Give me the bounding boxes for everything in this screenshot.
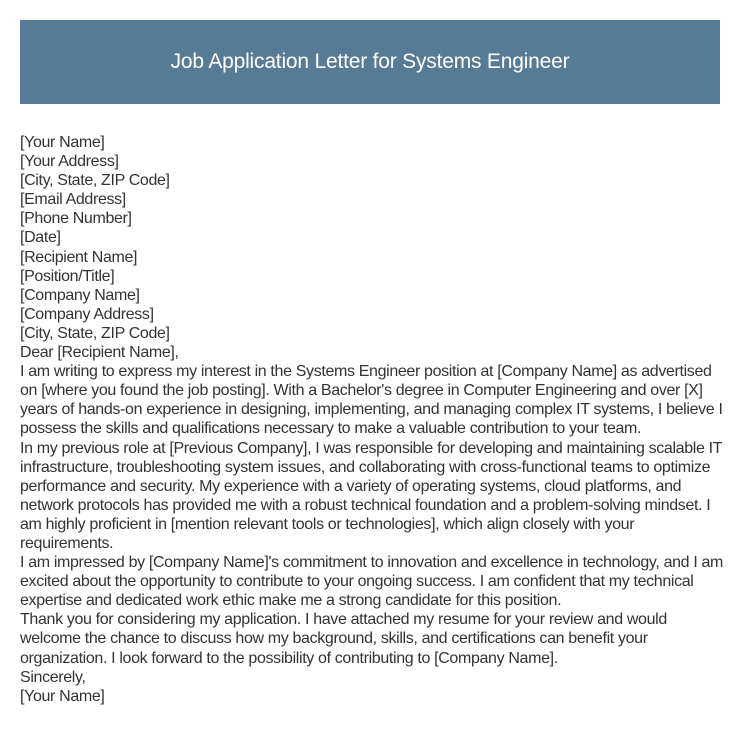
- sender-name: [Your Name]: [20, 134, 105, 151]
- recipient-city-state-zip: [City, State, ZIP Code]: [20, 324, 170, 342]
- recipient-company: [Company Name]: [20, 286, 140, 304]
- sender-phone: [Phone Number]: [20, 210, 132, 228]
- letter-date: [Date]: [20, 229, 61, 247]
- paragraph-closing: Thank you for considering my application. I have attached my resume for your review and would welcome the chance to discuss how my background, skills, and certifications can benefit your organization. I look forward to the possibility of contributing to [Company Name].: [20, 611, 667, 667]
- paragraph-intro: I am writing to express my interest in the Systems Engineer position at [Company Name] as advertised on [where you found the job posting]. With a Bachelor's degree in Computer Engineering and over [X] years of hands-on experience in designing, implementing, and managing complex IT systems, I believe I possess the skills and qualifications necessary to make a valuable contribution to your team.: [20, 363, 723, 438]
- page-title: Job Application Letter for Systems Engineer: [170, 50, 570, 73]
- recipient-name: [Recipient Name]: [20, 248, 138, 266]
- paragraph-experience: In my previous role at [Previous Company], I was responsible for developing and maintaining scalable IT infrastructure, troubleshooting system issues, and collaborating with cross-functional teams to optimize performance and security. My experience with a variety of operating systems, cloud platforms, and network protocols has provided me with a robust technical foundation and a problem-solving mindset. I am highly proficient in [mention relevant tools or technologies], which align closely with your requirements.: [20, 439, 722, 552]
- sender-address: [Your Address]: [20, 153, 119, 171]
- signature: [Your Name]: [20, 687, 105, 705]
- salutation: Dear [Recipient Name],: [20, 344, 179, 362]
- sender-email: [Email Address]: [20, 191, 126, 209]
- page-header: [20, 20, 720, 104]
- letter-body: [20, 133, 724, 706]
- recipient-address: [Company Address]: [20, 305, 154, 323]
- sender-city-state-zip: [City, State, ZIP Code]: [20, 172, 170, 190]
- recipient-title: [Position/Title]: [20, 267, 115, 285]
- closing: Sincerely,: [20, 668, 86, 686]
- paragraph-motivation: I am impressed by [Company Name]'s commitment to innovation and excellence in technology, and I am excited about the opportunity to contribute to your ongoing success. I am confident that my technical expertise and dedicated work ethic make me a strong candidate for this position.: [20, 554, 724, 610]
